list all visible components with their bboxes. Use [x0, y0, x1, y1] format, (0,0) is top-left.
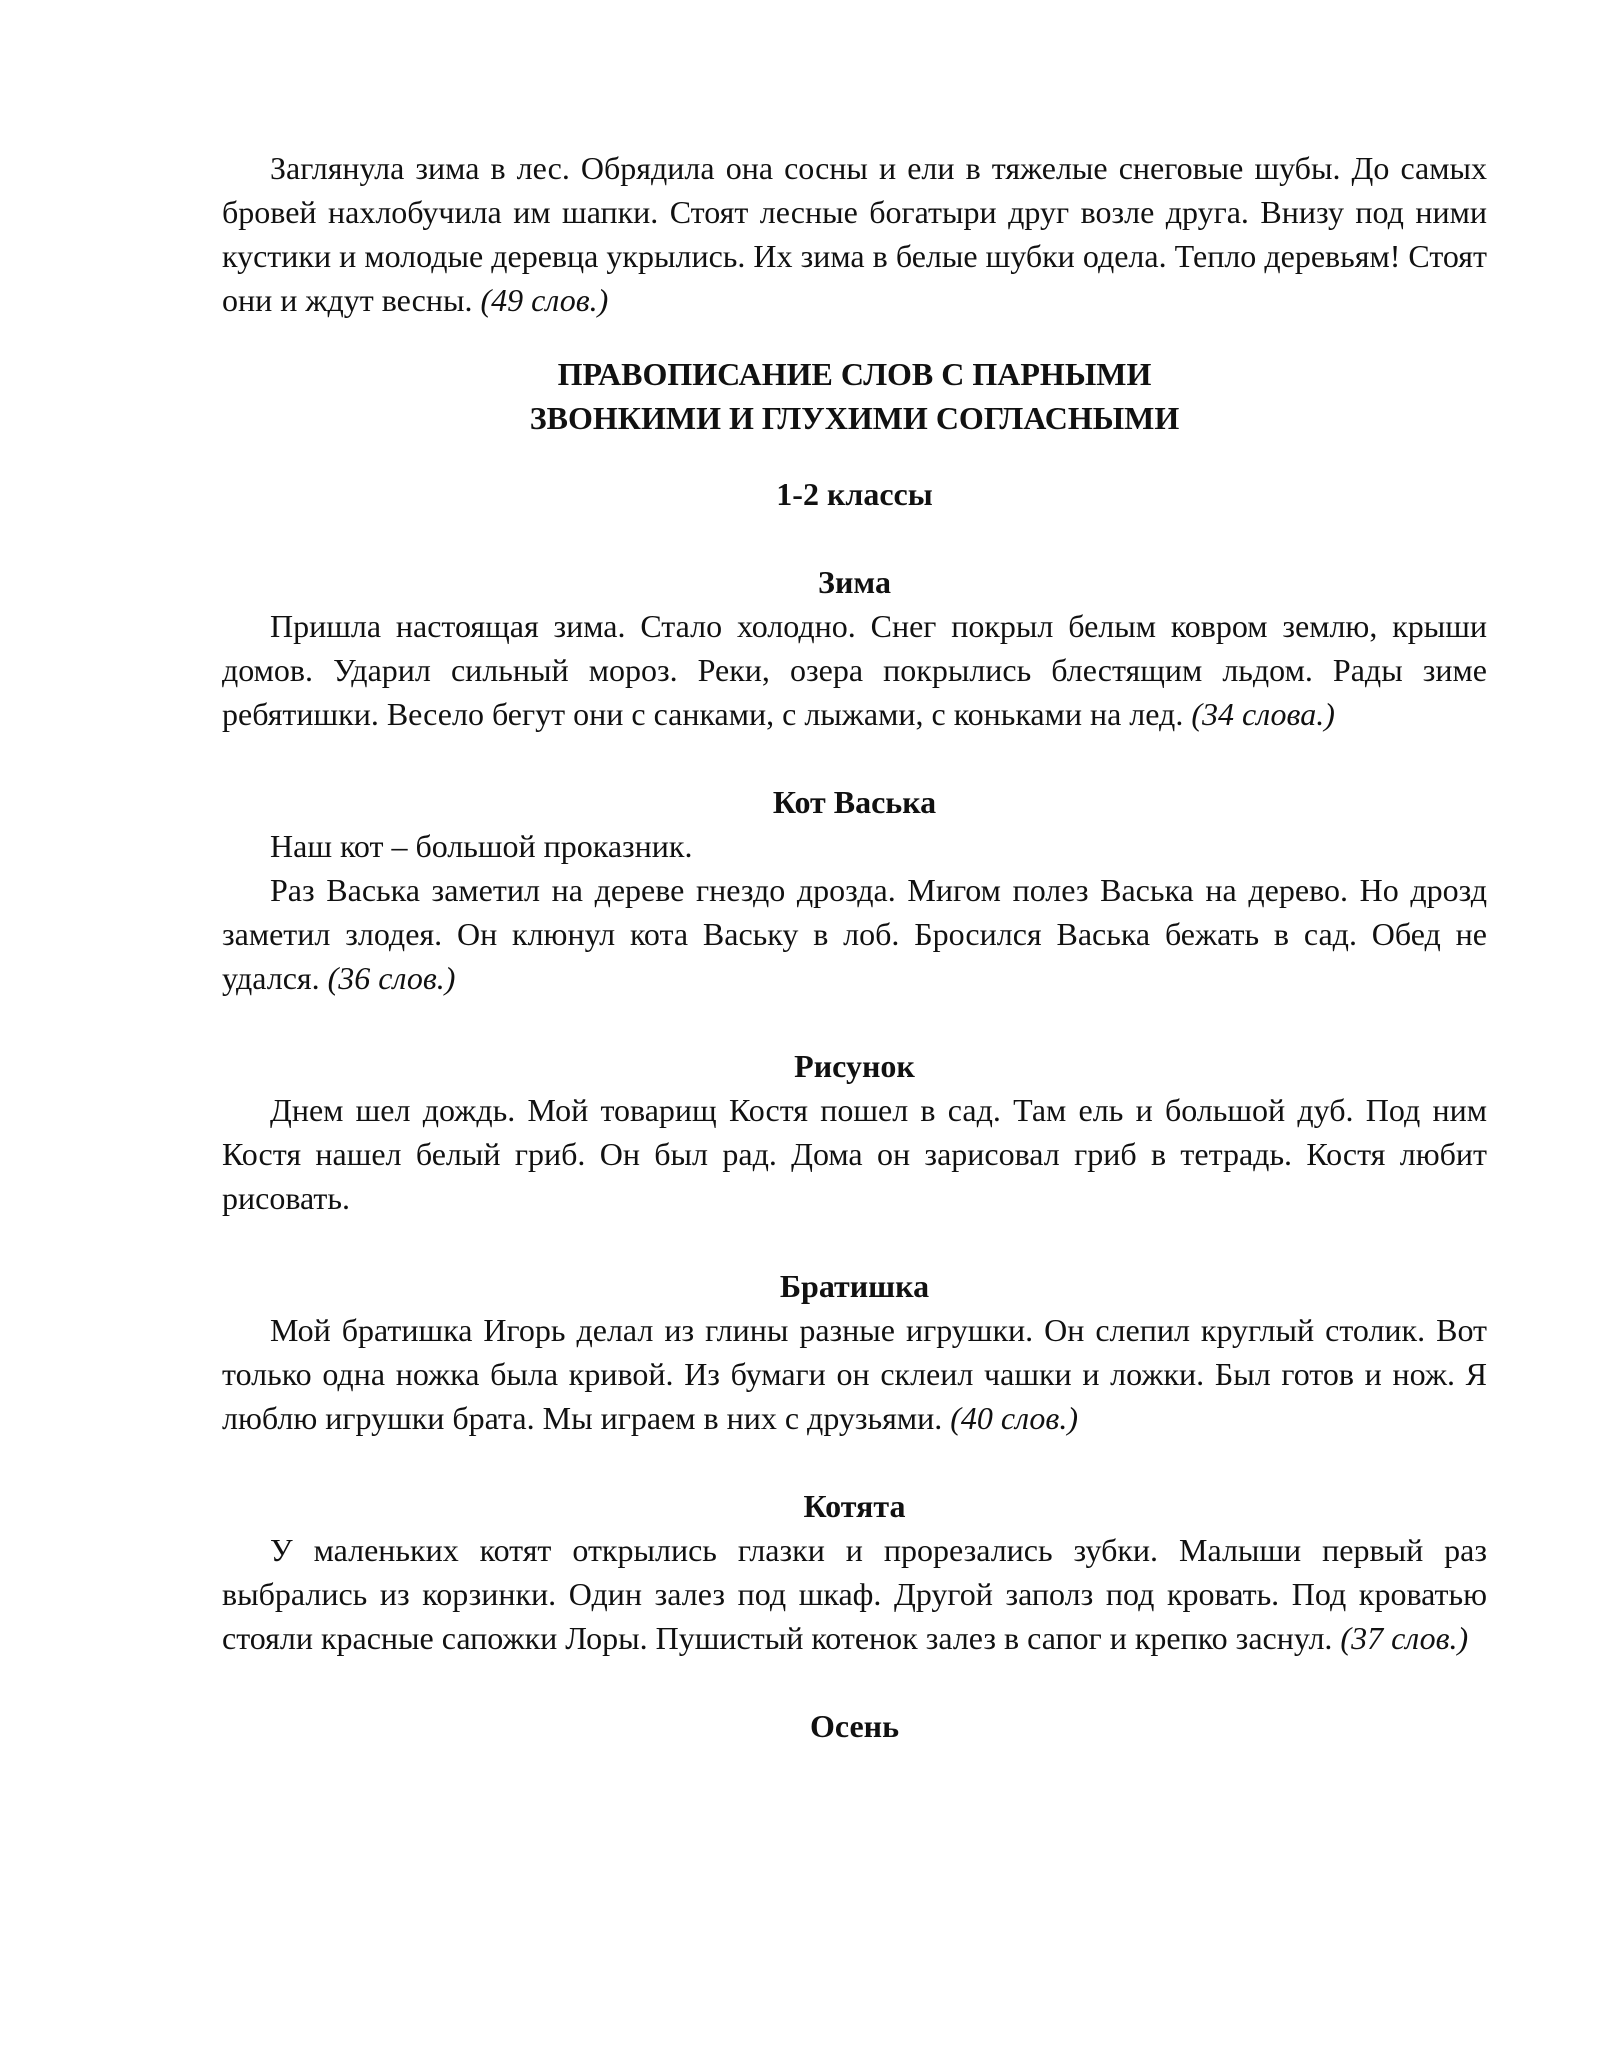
story-paragraph: Днем шел дождь. Мой товарищ Костя пошел в сад. Там ель и большой дуб. Под ним Костя нашел белый гриб. Он был рад. Дома он зарисовал гриб в тетрадь. Костя любит рисовать. [222, 1092, 1487, 1216]
story-zima [222, 560, 1487, 736]
section-title-line-2: ЗВОНКИМИ И ГЛУХИМИ СОГЛАСНЫМИ [529, 400, 1180, 436]
story-text: Мой братишка Игорь делал из глины разные игрушки. Он слепил круглый столик. Вот только одна ножка была кривой. Из бумаги он склеил чашки и ложки. Был готов и нож. Я люблю игрушки брата. Мы играем в них с друзьями. [222, 1312, 1487, 1436]
section-title [222, 352, 1487, 440]
story-bratishka [222, 1264, 1487, 1440]
story-paragraph [222, 1308, 1487, 1440]
story-title: Котята [803, 1488, 906, 1524]
story-title: Рисунок [794, 1048, 915, 1084]
grade-heading: 1-2 классы [776, 476, 933, 512]
word-count: (34 слова.) [1191, 696, 1335, 732]
story-text: У маленьких котят открылись глазки и прорезались зубки. Малыши первый раз выбрались из корзинки. Один залез под шкаф. Другой заполз под кровать. Под кроватью стояли красные сапожки Лоры. Пушистый котенок залез в сапог и крепко заснул. [222, 1532, 1487, 1656]
story-text: Раз Васька заметил на дереве гнездо дрозда. Мигом полез Васька на дерево. Но дрозд заметил злодея. Он клюнул кота Ваську в лоб. Бросился Васька бежать в сад. Обед не удался. [222, 872, 1487, 996]
story-title: Зима [818, 564, 891, 600]
story-paragraph [222, 1528, 1487, 1660]
story-title: Осень [809, 1708, 900, 1744]
story-osen [222, 1704, 1487, 1748]
story-kot-vaska [222, 780, 1487, 1000]
story-paragraph [222, 868, 1487, 1000]
story-text: Пришла настоящая зима. Стало холодно. Снег покрыл белым ковром землю, крыши домов. Ударил сильный мороз. Реки, озера покрылись блестящим льдом. Рады зиме ребятишки. Весело бегут они с санками, с лыжами, с коньками на лед. [222, 608, 1487, 732]
story-title: Братишка [779, 1268, 930, 1304]
intro-word-count: (49 слов.) [480, 282, 609, 318]
story-title: Кот Васька [772, 784, 937, 820]
intro-paragraph [222, 146, 1487, 322]
intro-text: Заглянула зима в лес. Обрядила она сосны и ели в тяжелые снеговые шубы. До самых бровей нахлобучила им шапки. Стоят лесные богатыри друг возле друга. Внизу под ними кустики и молодые деревца укрылись. Их зима в белые шубки одела. Тепло деревьям! Стоят они и ждут весны. [222, 150, 1487, 318]
story-risunok [222, 1044, 1487, 1220]
word-count: (40 слов.) [950, 1400, 1078, 1436]
word-count: (36 слов.) [327, 960, 456, 996]
word-count: (37 слов.) [1340, 1620, 1469, 1656]
document-page [222, 146, 1487, 1748]
story-kotyata [222, 1484, 1487, 1660]
section-title-line-1: ПРАВОПИСАНИЕ СЛОВ С ПАРНЫМИ [557, 356, 1152, 392]
story-paragraph [222, 604, 1487, 736]
story-paragraph: Наш кот – большой проказник. [270, 828, 693, 864]
